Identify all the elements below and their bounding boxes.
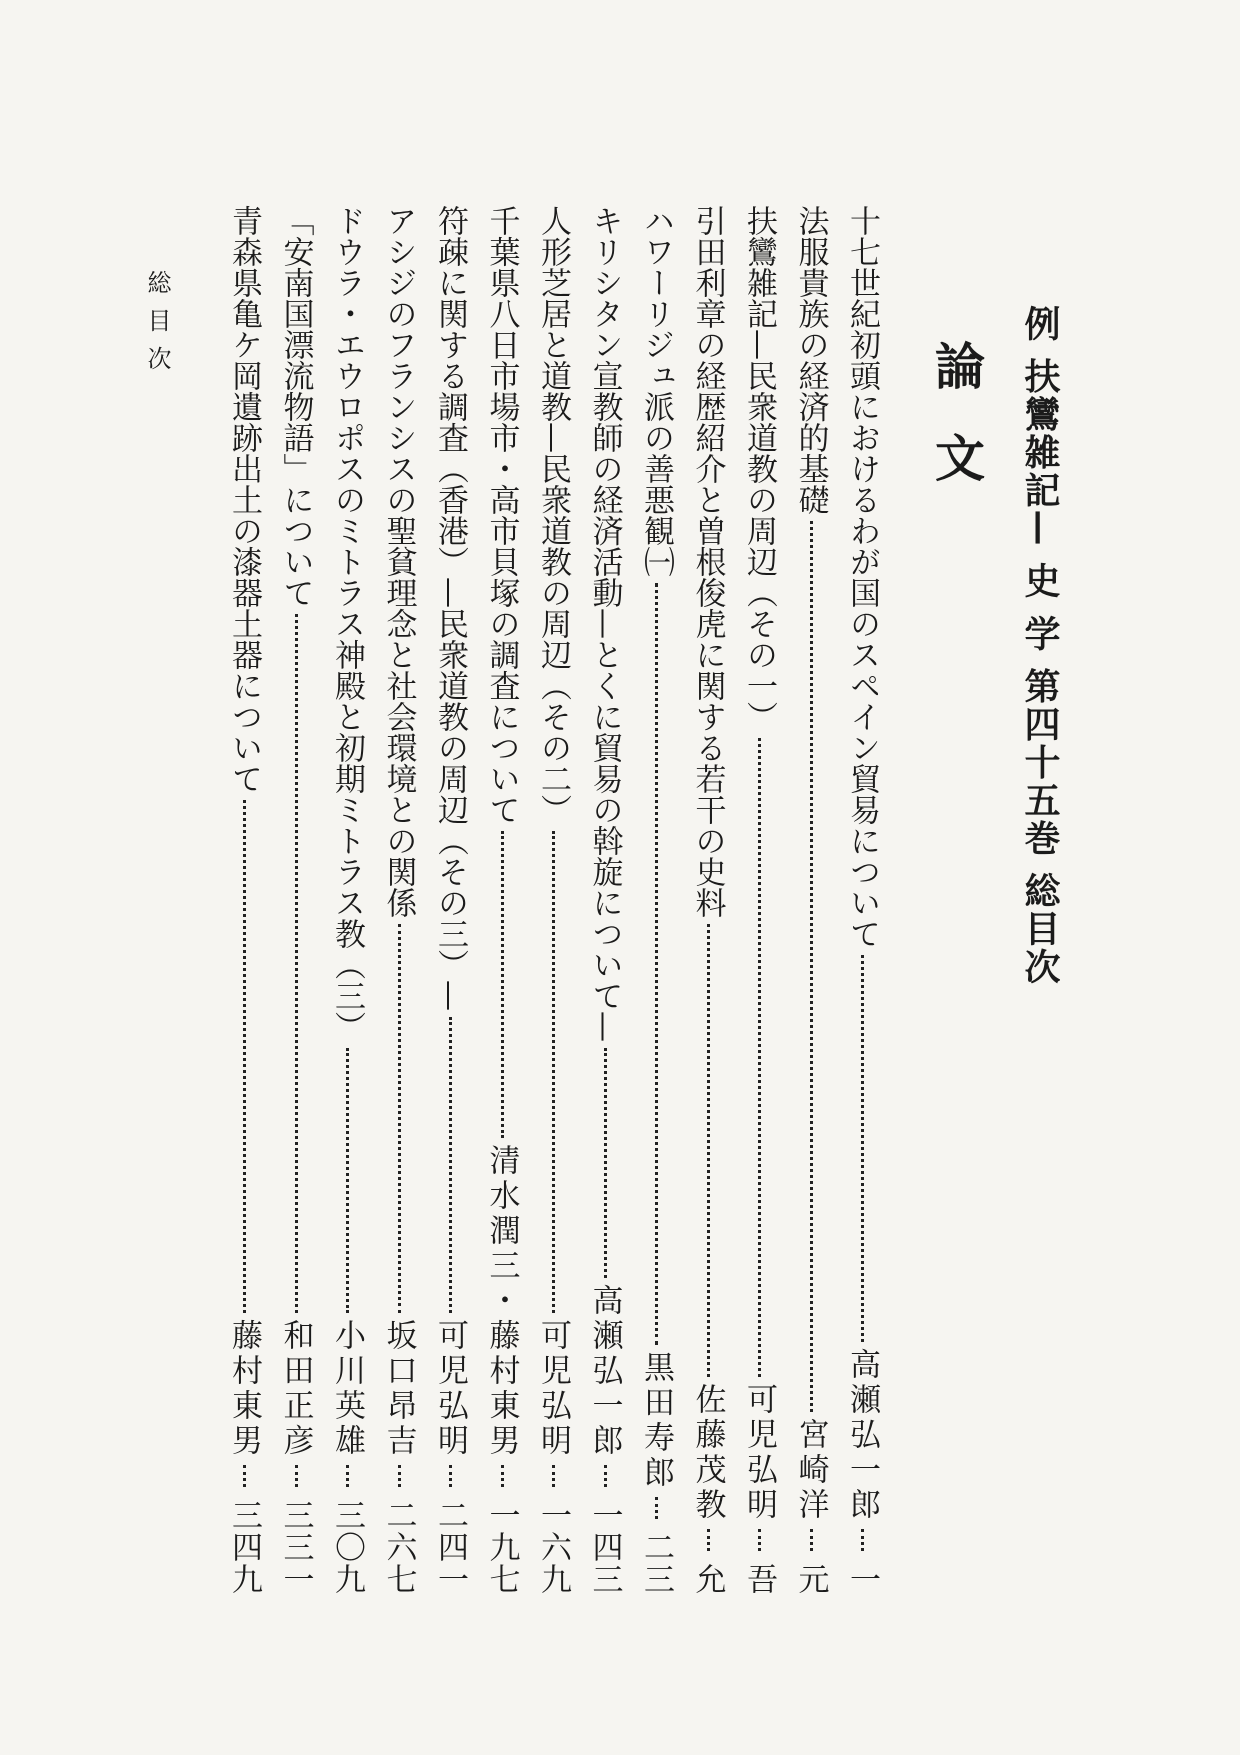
toc-entry	[634, 205, 679, 1595]
leader-dots	[810, 521, 813, 1412]
entry-author: 宮崎洋	[792, 1418, 829, 1523]
entry-page: 二六七	[380, 1499, 417, 1595]
leader-dots	[346, 1048, 349, 1313]
leader-dots	[604, 1465, 607, 1487]
toc-entry	[428, 205, 473, 1595]
entry-author: 可児弘明	[535, 1319, 571, 1459]
toc-entry	[789, 205, 834, 1595]
entry-title: アシジのフランシスの聖貧理念と社会環境との関係	[380, 205, 417, 918]
leader-dots	[655, 1497, 658, 1519]
entry-author: 可児弘明	[741, 1383, 777, 1523]
leader-dots	[449, 1017, 452, 1313]
entry-page: 二三	[638, 1531, 674, 1595]
leader-dots	[861, 955, 864, 1342]
entry-title: 青森県亀ケ岡遺跡出土の漆器土器について	[226, 205, 262, 794]
entry-page: 一四三	[586, 1499, 623, 1595]
entry-page: 元	[792, 1563, 829, 1595]
entry-page: 三三一	[277, 1499, 314, 1595]
entry-title: 十七世紀初頭におけるわが国のスペイン貿易について	[844, 205, 880, 949]
entry-page: 一六九	[535, 1499, 571, 1595]
entry-page: 允	[689, 1563, 726, 1595]
entry-page: 一九七	[483, 1499, 520, 1595]
leader-dots	[758, 1529, 761, 1551]
toc-entry	[583, 205, 628, 1595]
leader-dots	[552, 1465, 555, 1487]
leader-dots	[295, 614, 298, 1313]
section-title: 論文	[927, 340, 986, 524]
toc-entry	[325, 205, 370, 1595]
entry-author: 清水潤三・藤村東男	[483, 1144, 520, 1459]
entry-page: 二四一	[432, 1499, 468, 1595]
entry-author: 小川英雄	[329, 1319, 365, 1459]
toc-entry	[377, 205, 422, 1595]
leader-dots	[655, 583, 658, 1345]
toc-entry	[737, 205, 782, 1595]
entry-title: 「安南国漂流物語」について	[277, 205, 314, 608]
entry-page: 吾	[741, 1563, 777, 1595]
leader-dots	[346, 1465, 349, 1487]
entry-author: 和田正彦	[277, 1319, 314, 1459]
leader-dots	[398, 924, 401, 1313]
leader-dots	[501, 1465, 504, 1487]
toc-entry	[480, 205, 525, 1595]
entry-title: 千葉県八日市場市・高市貝塚の調査について	[483, 205, 520, 825]
page-footer: 総目次	[143, 270, 171, 384]
leader-dots	[398, 1465, 401, 1487]
leader-dots	[552, 831, 555, 1313]
entry-title: 法服貴族の経済的基礎	[792, 205, 829, 515]
entry-title: 符疎に関する調査（香港）—民衆道教の周辺（その三）—	[432, 205, 468, 1011]
entry-author: 黒田寿郎	[638, 1351, 674, 1491]
leader-dots	[295, 1465, 298, 1487]
entry-title: 引田利章の経歴紹介と曽根俊虎に関する若干の史料	[689, 205, 726, 918]
leader-dots	[604, 1048, 607, 1278]
leader-dots	[501, 831, 504, 1138]
entry-author: 坂口昂吉	[380, 1319, 417, 1459]
toc-entry	[840, 205, 885, 1595]
toc-entry	[531, 205, 576, 1595]
entry-page: 三〇九	[329, 1499, 365, 1595]
leader-dots	[810, 1529, 813, 1551]
entry-title: 人形芝居と道教—民衆道教の周辺（その二）	[535, 205, 571, 825]
toc-entry	[274, 205, 319, 1595]
entry-author: 藤村東男	[226, 1319, 262, 1459]
entry-page: 三四九	[226, 1499, 262, 1595]
entry-author: 高瀬弘一郎	[844, 1348, 880, 1523]
entry-title: ハワーリジュ派の善悪観㈠	[638, 205, 674, 577]
entry-title: キリシタン宣教師の経済活動—とくに貿易の斡旋について—	[586, 205, 623, 1042]
leader-dots	[707, 1529, 710, 1551]
toc-entry	[686, 205, 731, 1595]
leader-dots	[243, 1465, 246, 1487]
entry-author: 高瀬弘一郎	[586, 1284, 623, 1459]
entry-author: 佐藤茂教	[689, 1383, 726, 1523]
leader-dots	[861, 1529, 864, 1551]
entry-author: 可児弘明	[432, 1319, 468, 1459]
leader-dots	[707, 924, 710, 1377]
leader-dots	[758, 738, 761, 1377]
entry-page: 一	[844, 1563, 880, 1595]
leader-dots	[449, 1465, 452, 1487]
entry-title: ドウラ・エウロポスのミトラス神殿と初期ミトラス教（三）	[329, 205, 365, 1042]
leader-dots	[243, 800, 246, 1313]
page-header: 例 扶鸞雑記— 史 学 第四十五巻 総目次	[1019, 305, 1061, 986]
toc-entry	[222, 205, 267, 1595]
entry-title: 扶鸞雑記—民衆道教の周辺（その一）	[741, 205, 777, 732]
